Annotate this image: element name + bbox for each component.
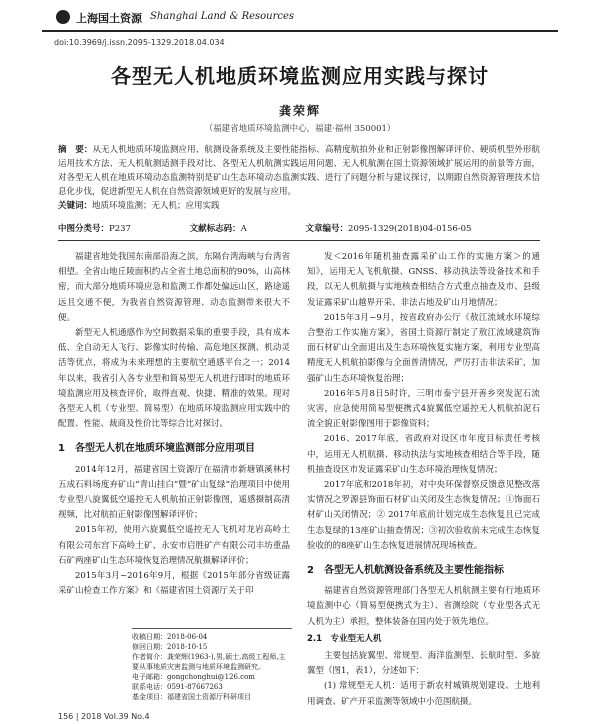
- body-column-right: [307, 250, 540, 710]
- section-heading-2: 2 各型无人机航测设备系统及主要性能指标: [307, 565, 504, 577]
- revised-date: 修回日期：2018-10-15: [132, 643, 208, 651]
- author-email: 电子邮箱：gongchonghui@126.com: [132, 673, 255, 681]
- paragraph: 福建省自然资源管理部门各型无人机航测主要有行地质环境监测中心（简易型便携式为主）、省测绘院（专业型各式无人机为主）承担，整体装备在国内处于领先地位。: [307, 586, 540, 627]
- abstract-block: [58, 143, 540, 213]
- received-date: 收稿日期：2018-06-04: [132, 633, 208, 641]
- fund-project: 基金项目：福建省国土资源厅科研项目: [132, 693, 251, 701]
- abstract-label: 摘 要：: [58, 145, 93, 155]
- paragraph: 2016年5月8日5时许，三明市泰宁县开善乡突发泥石流灾害，应急使用简易型便携式4旋翼低空遥控无人机航拍泥石流全貌正射影像图用于影像资料；: [307, 388, 540, 430]
- section-heading-1: 1 各型无人机在地质环境监测部分应用项目: [58, 443, 255, 455]
- journal-name-en: Shanghai Land & Resources: [150, 11, 295, 22]
- doi-line: doi:10.3969/j.issn.2095-1329.2018.04.034: [54, 38, 225, 47]
- paragraph: 发＜2016年随机抽查露采矿山工作的实施方案＞的通知》，运用无人飞机航摄、GNSS、移动执法等设备技术和手段，以无人机航摄与实地核查相结合方式重点抽查及市、县级发证露采矿山越界开采、非法占地及矿山月地情况；: [307, 252, 540, 308]
- author-bio-cont: 要从事地质灾害监测与地质环境监测研究。: [132, 663, 265, 671]
- journal-name-cn: 上海国土资源: [76, 12, 142, 25]
- document-code: 文献标志码：A: [189, 224, 247, 234]
- author-name: 龚荣辉: [278, 104, 321, 118]
- paragraph: 2015年3月~2016年9月，根据《2015年部分省级证露采矿山检查工作方案》和《福建省国土资源厅关于印: [58, 571, 290, 597]
- journal-header: [42, 8, 558, 32]
- article-number: 文章编号：2095-1329(2018)04-0156-05: [305, 224, 472, 234]
- article-title: 各型无人机地质环境监测应用实践与探讨: [111, 64, 489, 88]
- keywords-label: 关键词：: [58, 201, 93, 211]
- header-divider: [58, 240, 540, 241]
- keywords-text: 地质环境监测；无人机；应用实践: [92, 201, 220, 211]
- subsection-heading-2-1: 2.1 专业型无人机: [307, 633, 382, 644]
- paragraph: 福建省地处我国东南部沿海之滨，东隔台湾海峡与台湾省相望。全省山地丘陵面积约占全省土地总面积的90%，山高林密，而大部分地质环境应急和监测工作都处偏远山区，路途遥远且交通不便，为我省自然资源管理、动态监测带来很大不便。: [58, 252, 290, 323]
- paragraph: 2017年底和2018年初，对中央环保督察反馈意见整改落实情况之罗源县饰面石材矿山关闭及生态恢复情况；①饰面石材矿山关闭情况；② 2017年底前计划完成生态恢复且已完成生态复绿的13座矿山抽查情况；③初次验收前未完成生态恢复验收的的8座矿山生态恢复进展情况现场核查。: [307, 480, 540, 551]
- article-footnote: [132, 628, 292, 702]
- body-column-left: [58, 250, 290, 599]
- paragraph: 新型无人机通感作为空间数据采集的重要手段，具有成本低、全自动无人飞行、影像实时传输、高危地区探测、机动灵活等优点，将成为未来理想的主要航空通感平台之一；2014年以来，我省引入各专业型和简易型无人机进行即时的地质环境监测应用及核查评价，取得直观、快捷、精准的效果。现对各型无人机（专业型、简易型）在地质环境监测应用实践中的配置、性能、裁商及性价比等综合比对探讨。: [58, 328, 290, 430]
- paragraph: 2016、2017年底，省政府对设区市年度目标责任考核中，运用无人机航摄、移动执法与实地核查相结合等手段，随机抽查设区市发证露采矿山生态环境治理恢复情况；: [307, 434, 540, 475]
- paragraph: (1) 常规型无人机：适用于新农村城镇规划建设、土地利用调查、矿产开采监测等领域中小范围航摄。: [307, 681, 540, 707]
- author-affiliation: （福建省地质环境监测中心，福建·福州 350001）: [204, 124, 396, 134]
- classification-row: [58, 222, 540, 234]
- journal-logo-icon: [56, 10, 70, 24]
- paragraph: 2014年12月，福建省国土资源厅在福清市新塘镇溪林村五成石料场度弃矿山“青山挂白”暨“矿山复绿”治理项目中使用专业型八旋翼低空遥控无人机航拍正射影像图，遥感摄制高清视频，比对航拍正射影像图解译评价；: [58, 464, 290, 521]
- page-footer: 156 | 2018 Vol.39 No.4: [58, 712, 150, 721]
- author-phone: 联系电话：0591-87667263: [132, 683, 223, 691]
- clc-code: 中图分类号：P237: [58, 224, 131, 234]
- paragraph: 2015年3月~9月，按省政府办公厅《敖江流域水环境综合整治工作实施方案》，省国土资源厅制定了敖江流域建筑饰面石材矿山全面退出及生态环境恢复实施方案，利用专业型高精度无人机航拍影像与全面普清情况，严厉打击非法采矿，加强矿山生态环境恢复治理；: [307, 312, 540, 384]
- author-bio: 作者简介：龚荣辉(1963-),男,硕士,高级工程师,主: [132, 653, 286, 661]
- paragraph: 2015年初，使用六旋翼低空遥控无人飞机对龙岩高岭土有限公司东宫下高岭土矿、永安市启胜矿产有限公司丰坊重晶石矿两座矿山生态环境恢复治理情况航摄解译评价；: [58, 525, 290, 566]
- abstract-text: 从无人机地质环境监测应用、航测设备系统及主要性能指标、高精度航拍外业和正射影像图解译评价、硬质机型外形航运用技术方法、无人机航测适测手段对比、各型无人机航测实践运用问题、无人机航测在国土资源领域扩展运用的前景等方面，对各型无人机在地质环境动态监测特别是矿山生态环境动态监测实践、进行了问题分析与建议探讨，以期跟自然资源管理技术信息化步伐，促进新型无人机在自然资源领域更好的发展与应用。: [58, 145, 540, 197]
- paragraph: 主要包括旋翼型、常规型、海洋监测型、长航时型、多旋翼型（图1，表1），分述如下：: [307, 651, 540, 677]
